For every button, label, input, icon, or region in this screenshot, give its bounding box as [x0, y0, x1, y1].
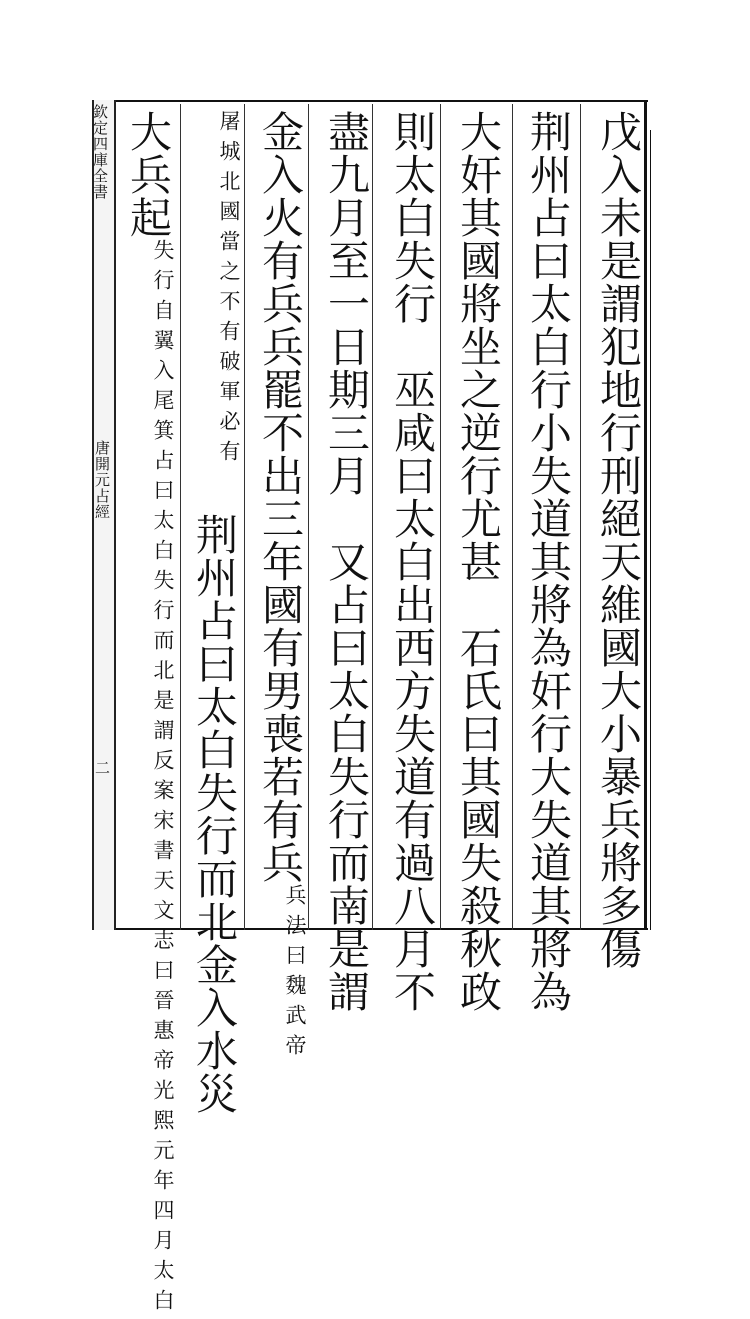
frame-right-outer-rule	[650, 130, 651, 930]
main-text: 盡九月至一日期三月 又占曰太白失行而南是謂	[322, 110, 371, 1013]
text-column-7	[186, 110, 242, 1115]
annotation-right-line: 案宋書天文志曰晉惠帝光熙元年四月太白	[151, 779, 175, 1319]
column-rule	[180, 104, 181, 930]
annotation-left-line: 失行自翼入尾箕占曰太白失行而北是謂反	[151, 239, 175, 779]
column-rule	[512, 104, 513, 930]
column-rule	[244, 104, 245, 930]
main-text: 則太白失行 巫咸曰太白出西方失道有過八月不	[388, 110, 437, 1013]
annotation-double-line	[281, 884, 308, 1064]
text-column-3	[450, 110, 506, 1013]
main-text: 戊入未是謂犯地行刑絕天維國大小暴兵將多傷	[594, 110, 643, 970]
text-column-2	[520, 110, 576, 1013]
frame-top-rule	[92, 100, 648, 102]
column-rule	[440, 104, 441, 930]
margin-running-title: 唐開元占經	[93, 440, 111, 520]
margin-book-title: 欽定四庫全書	[91, 104, 109, 200]
text-column-8	[120, 110, 176, 1319]
text-column-6	[252, 110, 308, 1064]
annotation-double-line	[215, 110, 242, 470]
text-column-5	[318, 110, 374, 1013]
main-text: 大兵起	[124, 110, 173, 239]
main-text: 金入火有兵兵罷不出三年國有男喪若有兵	[256, 110, 305, 884]
annotation-right-line: 不有破軍必有	[217, 290, 241, 470]
text-column-1	[590, 110, 646, 970]
main-text: 荆州占曰太白行小失道其將為奸行大失道其將為	[524, 110, 573, 1013]
main-text: 大奸其國將坐之逆行尤甚 石氏曰其國失殺秋政	[454, 110, 503, 1013]
text-column-4	[384, 110, 440, 1013]
main-text: 荆州占曰太白失行而北金入水災	[190, 470, 239, 1115]
annotation-double-line	[149, 239, 176, 1319]
annotation-left-line: 兵法曰	[283, 884, 307, 974]
annotation-right-line: 魏武帝	[283, 974, 307, 1064]
margin-page-number: 二	[93, 760, 111, 776]
column-rule	[580, 104, 581, 930]
annotation-left-line: 屠城北國當之	[217, 110, 241, 290]
column-rule	[308, 104, 309, 930]
